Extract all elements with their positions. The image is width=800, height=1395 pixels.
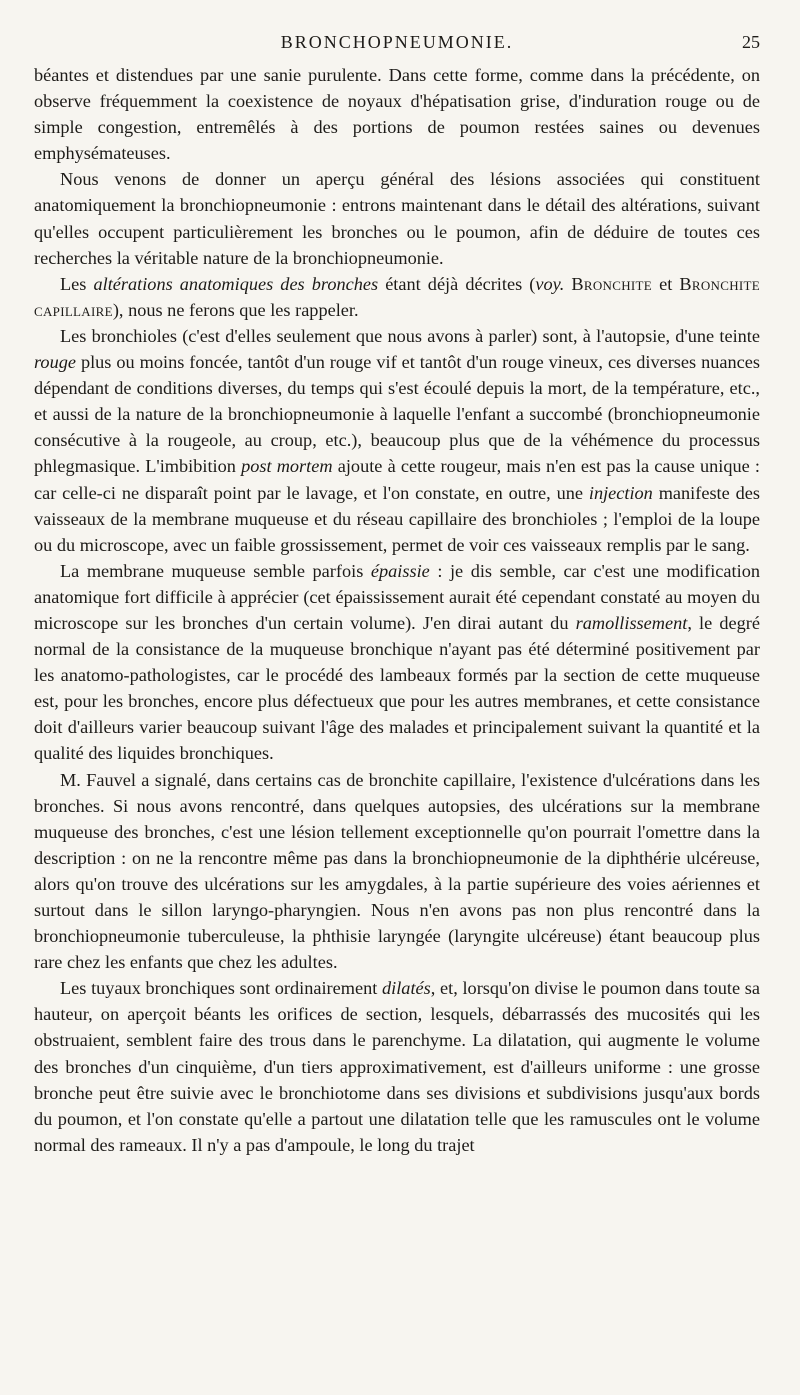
page-number: 25 (742, 32, 760, 52)
running-title: BRONCHOPNEUMONIE. (280, 32, 514, 52)
italic-text: rouge (34, 352, 76, 373)
italic-text: voy. (535, 273, 565, 294)
italic-text: épaissie (370, 560, 430, 581)
paragraph (34, 323, 760, 558)
text-run: La membrane muqueuse semble parfois (60, 560, 371, 581)
text-run: Les bronchioles (c'est d'elles seulement que nous avons à parler) sont, à l'autopsie, d'une teinte (60, 325, 760, 346)
paragraph (34, 62, 760, 166)
text-run: béantes et distendues par une sanie purulente. Dans cette forme, comme dans la précédente, on observe fréquemment la coexistence de noyaux d'hépatisation grise, d'induration rouge ou de simple congestion, entremêlés à des portions de poumon restées saines ou devenues emphysémateuses. (34, 65, 760, 164)
running-head (34, 28, 760, 62)
text-run: , le degré normal de la consistance de la muqueuse bronchique n'ayant pas été déterminé positivement par les anatomo-pathologistes, car le procédé des lambeaux formés par la section de cette muqueuse est, pour les bronches, encore plus défectueux que pour les autres membranes, et cette consistance doit d'ailleurs varier beaucoup suivant l'âge des malades et principalement suivant la quantité et la qualité des liquides bronchiques. (34, 612, 760, 764)
text-run: : je dis semble, car c'est une modification anatomique fort difficile à apprécier (cet épaississement aurait été cependant constaté au moyen du microscope sur les bronches d'un certain volume). J'en dirai autant du (34, 560, 760, 633)
text-run: étant déjà décrites ( (378, 273, 536, 294)
paragraph (34, 271, 760, 323)
text-run: et (652, 273, 680, 294)
italic-text: post mortem (241, 456, 333, 477)
text-run: ), nous ne ferons que les rappeler. (112, 299, 359, 320)
text-run: Les (60, 273, 94, 294)
italic-text: altérations anatomiques des bronches (93, 273, 379, 294)
paragraph (34, 767, 760, 976)
text-run: ajoute à cette rougeur, mais n'en est pas la cause unique : car celle-ci ne disparaît point par le lavage, et l'on constate, en outre, une (34, 456, 761, 503)
text-run: , et, lorsqu'on divise le poumon dans toute sa hauteur, on aperçoit béants les orifices de section, lesquels, débarrassés des mucosités qui les obstruaient, semblent faire des trous dans le parenchyme. La dilatation, qui augmente le volume des bronches d'un cinquième, d'un tiers approximativement, est d'ailleurs uniforme : une grosse bronche peut être suivie avec le bronchiotome dans ses divisions et subdivisions jusqu'aux bords du poumon, et l'on constate qu'elle a partout une dilatation telle que les ramuscules ont le volume normal des rameaux. Il n'y a pas d'ampoule, le long du trajet (34, 978, 760, 1155)
small-caps-text: Bronchite (571, 273, 653, 294)
text-run: Nous venons de donner un aperçu général des lésions associées qui constituent anatomiquement la bronchiopneumonie : entrons maintenant dans le détail des altérations, suivant qu'elles occupent particulièrement les bronches ou le poumon, afin de déduire de toutes ces recherches la véritable nature de la bronchiopneumonie. (34, 169, 760, 268)
text-run: manifeste des vaisseaux de la membrane muqueuse et du réseau capillaire des bronchioles ; l'emploi de la loupe ou du microscope, avec un faible grossissement, permet de voir ces vaisseaux remplis par le sang. (34, 482, 760, 555)
italic-text: dilatés (382, 978, 431, 999)
paragraph (34, 558, 760, 767)
paragraph (34, 166, 760, 270)
text-run: M. Fauvel a signalé, dans certains cas de bronchite capillaire, l'existence d'ulcérations dans les bronches. Si nous avons rencontré, dans quelques autopsies, des ulcérations sur la membrane muqueuse des bronches, c'est une lésion tellement exceptionnelle qu'on pourrait l'omettre dans la description : on ne la rencontre même pas dans la bronchiopneumonie de la diphthérie ulcéreuse, alors qu'on trouve des ulcérations sur les amygdales, à la partie supérieure des voies aériennes et surtout dans le sillon laryngo-pharyngien. Nous n'en avons pas non plus rencontré dans la bronchiopneumonie tuberculeuse, la phthisie laryngée (laryngite ulcéreuse) étant beaucoup plus rare chez les enfants que chez les adultes. (34, 769, 760, 973)
paragraph (34, 975, 760, 1158)
body-text (34, 62, 760, 1158)
italic-text: ramollissement (575, 612, 688, 633)
text-run: plus ou moins foncée, tantôt d'un rouge vif et tantôt d'un rouge vineux, ces diverses nuances dépendant de conditions diverses, du temps qui s'est écoulé depuis la mort, de la température, etc., et aussi de la nature de la bronchiopneumonie à laquelle l'enfant a succombé (bronchiopneumonie consécutive à la rougeole, au croup, etc.), beaucoup plus que de la véhémence du processus phlegmasique. L'imbibition (34, 352, 760, 477)
text-run: Les tuyaux bronchiques sont ordinairement (60, 978, 382, 999)
small-caps-text: Bronchite capillaire (34, 273, 761, 320)
italic-text: injection (588, 482, 653, 503)
